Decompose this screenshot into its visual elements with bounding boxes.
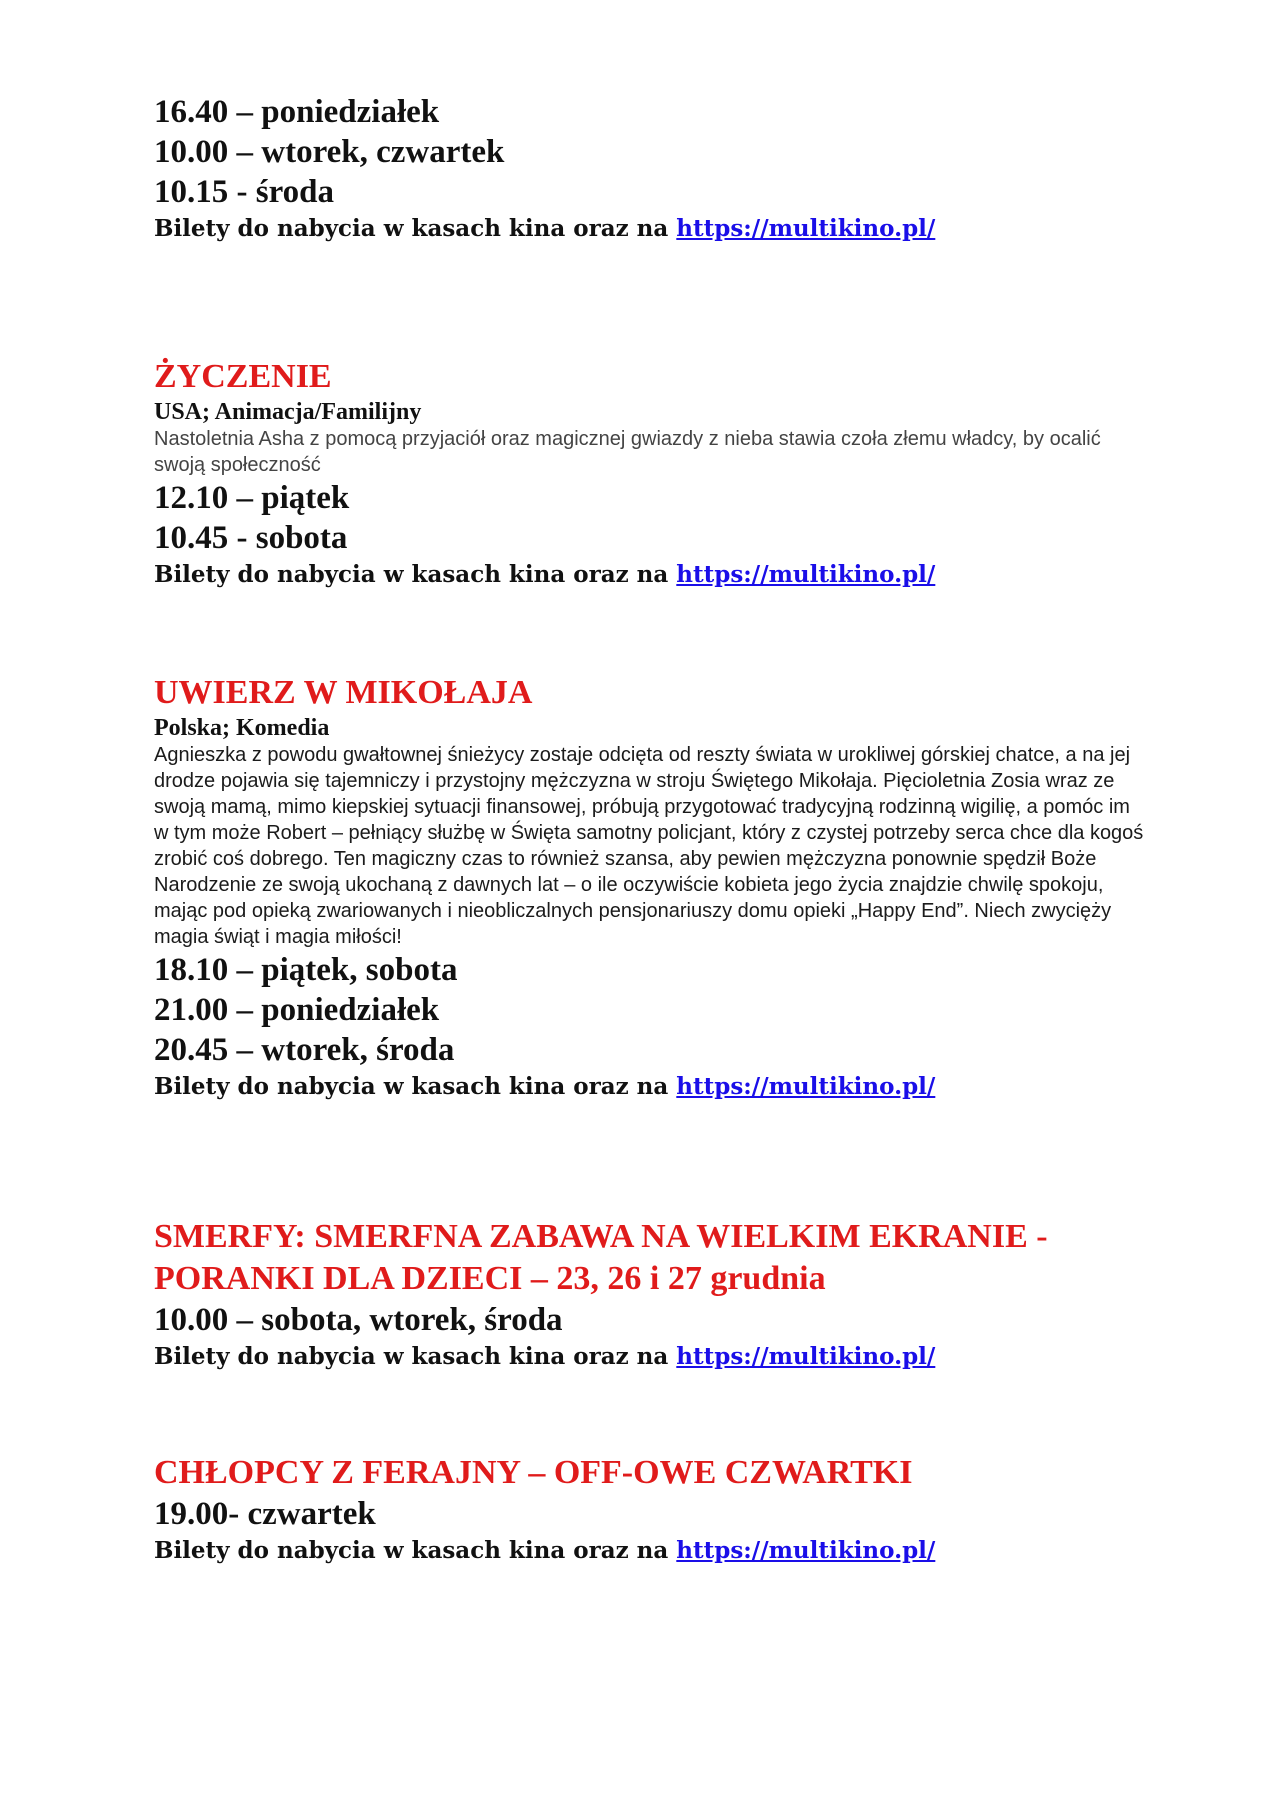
tickets-text: Bilety do nabycia w kasach kina oraz na	[154, 561, 677, 588]
film-title: CHŁOPCY Z FERAJNY – OFF-OWE CZWARTKI	[154, 1454, 913, 1491]
film-section	[154, 1216, 1154, 1374]
showtime: 10.00 – wtorek, czwartek	[154, 134, 505, 170]
tickets-line	[154, 1340, 1154, 1374]
tickets-line	[154, 1070, 1154, 1104]
tickets-text: Bilety do nabycia w kasach kina oraz na	[154, 215, 677, 242]
intro-section	[154, 92, 1154, 246]
film-description: Nastoletnia Asha z pomocą przyjaciół oraz magicznej gwiazdy z nieba stawia czoła złemu władcy, by ocalić swoją społeczność	[154, 428, 1101, 476]
multikino-link[interactable]: https://multikino.pl/	[676, 215, 936, 242]
tickets-line	[154, 558, 1154, 592]
tickets-line	[154, 1534, 1154, 1568]
film-title: UWIERZ W MIKOŁAJA	[154, 674, 533, 711]
film-section	[154, 356, 1154, 592]
showtime: 21.00 – poniedziałek	[154, 992, 440, 1028]
tickets-text: Bilety do nabycia w kasach kina oraz na	[154, 1343, 677, 1370]
film-section	[154, 1452, 1154, 1568]
tickets-text: Bilety do nabycia w kasach kina oraz na	[154, 1073, 677, 1100]
showtime: 16.40 – poniedziałek	[154, 94, 440, 130]
showtime: 12.10 – piątek	[154, 480, 350, 516]
document-page	[154, 92, 1154, 1568]
multikino-link[interactable]: https://multikino.pl/	[676, 1343, 936, 1370]
film-section	[154, 672, 1154, 1104]
film-description: Agnieszka z powodu gwałtownej śnieżycy zostaje odcięta od reszty świata w urokliwej górskiej chatce, a na jej drodze pojawia się tajemniczy i przystojny mężczyzna w stroju Świętego Mikołaja. Pięcioletnia Zosia wraz ze swoją mamą, mimo kiepskiej sytuacji finansowej, próbują przygotować tradycyjną rodzinną wigilię, a pomóc im w tym może Robert – pełniący służbę w Święta samotny policjant, który z czystej potrzeby serca chce dla kogoś zrobić coś dobrego. Ten magiczny czas to również szansa, aby pewien mężczyzna ponownie spędził Boże Narodzenie ze swoją ukochaną z dawnych lat – o ile oczywiście kobieta jego życia znajdzie chwilę spokoju, mając pod opieką zwariowanych i nieobliczalnych pensjonariuszy domu opieki „Happy End”. Niech zwycięży magia świąt i magia miłości!	[154, 744, 1144, 948]
showtime: 10.45 - sobota	[154, 520, 348, 556]
showtime: 10.00 – sobota, wtorek, środa	[154, 1302, 563, 1338]
multikino-link[interactable]: https://multikino.pl/	[676, 1073, 936, 1100]
film-genre: Polska; Komedia	[154, 715, 330, 741]
showtime: 20.45 – wtorek, środa	[154, 1032, 455, 1068]
film-title: SMERFY: SMERFNA ZABAWA NA WIELKIM EKRANIE - PORANKI DLA DZIECI – 23, 26 i 27 grudnia	[154, 1218, 1048, 1297]
tickets-line	[154, 212, 1154, 246]
film-title: ŻYCZENIE	[154, 358, 332, 395]
showtime: 18.10 – piątek, sobota	[154, 952, 458, 988]
showtime: 19.00- czwartek	[154, 1496, 376, 1532]
multikino-link[interactable]: https://multikino.pl/	[676, 1537, 936, 1564]
multikino-link[interactable]: https://multikino.pl/	[676, 561, 936, 588]
tickets-text: Bilety do nabycia w kasach kina oraz na	[154, 1537, 677, 1564]
film-genre: USA; Animacja/Familijny	[154, 399, 422, 425]
showtime: 10.15 - środa	[154, 174, 334, 210]
